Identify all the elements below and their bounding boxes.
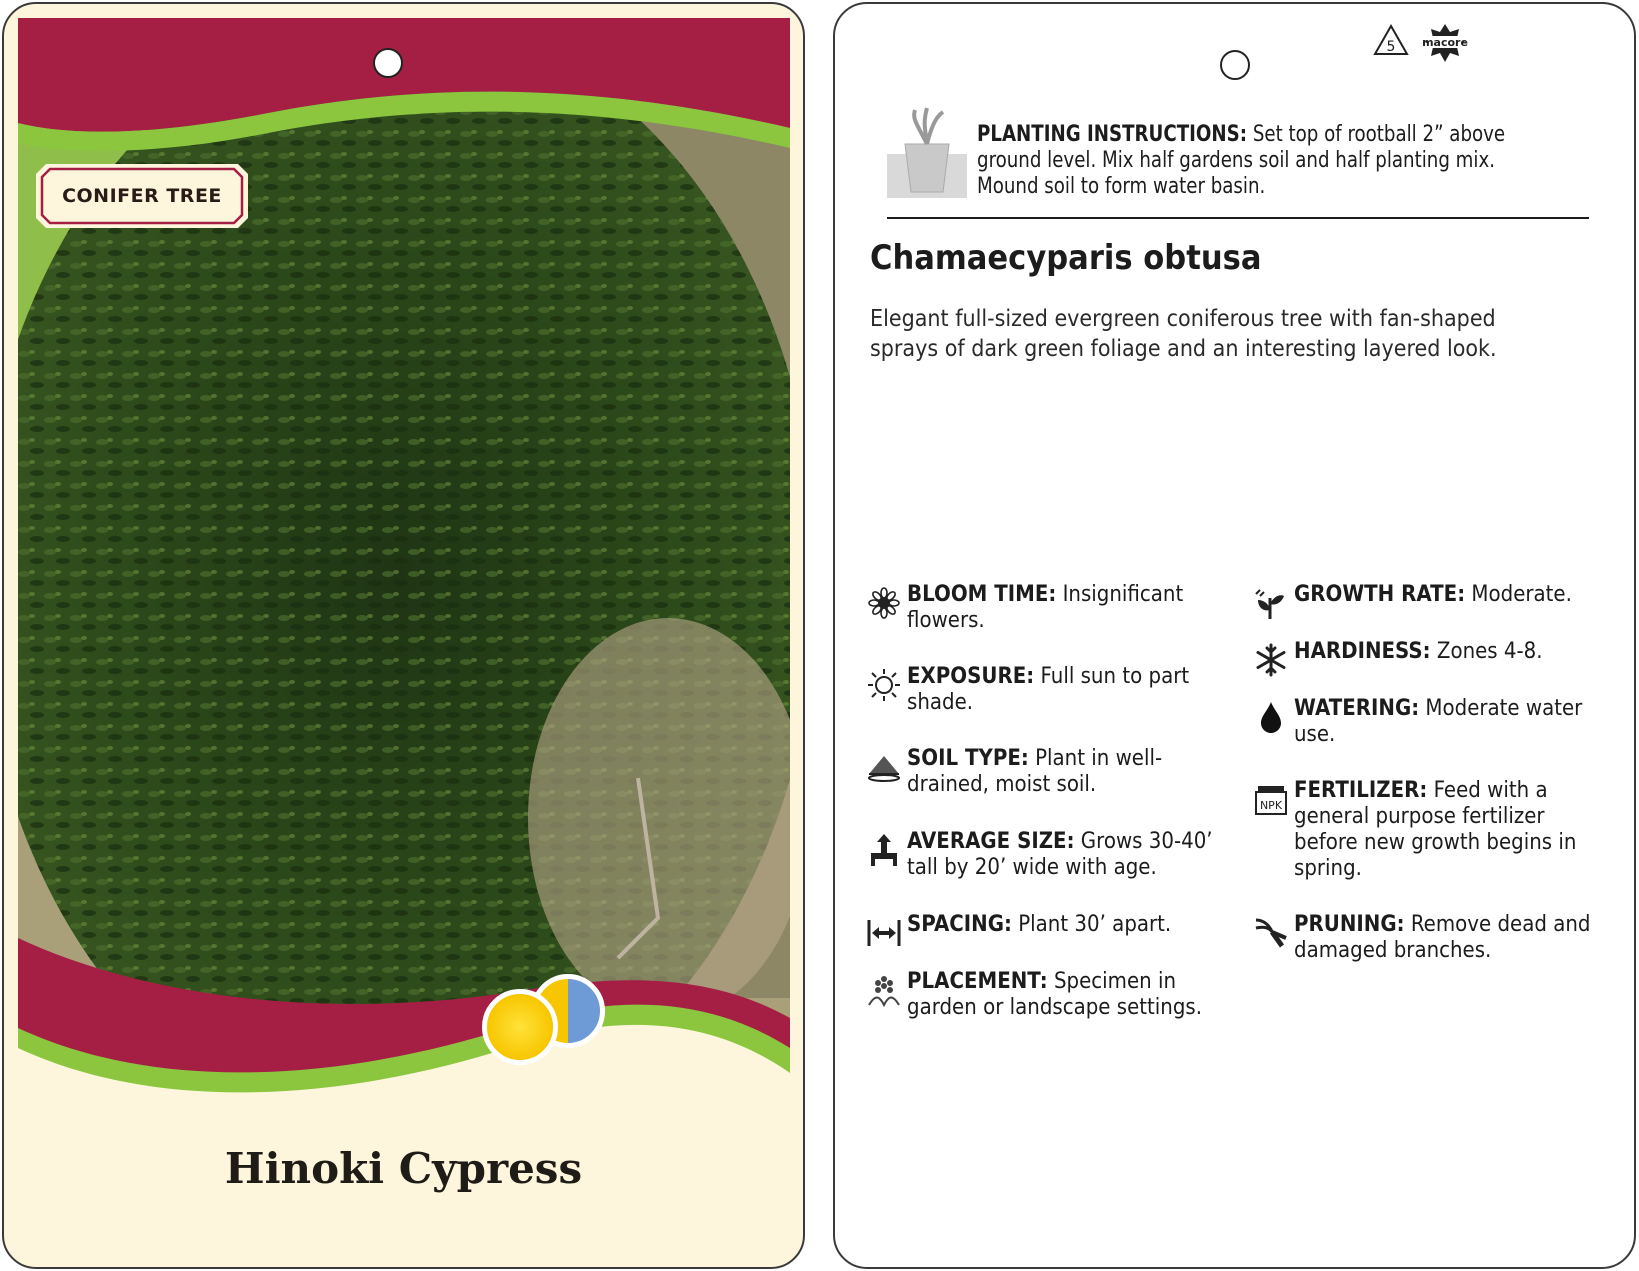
watering-label: WATERING: bbox=[1294, 696, 1420, 721]
plant-tag-back bbox=[833, 2, 1636, 1269]
description: Elegant full-sized evergreen coniferous tree with fan-shaped sprays of dark green foliage and an interesting layered look. bbox=[870, 306, 1497, 362]
size-label: AVERAGE SIZE: bbox=[907, 829, 1075, 854]
water-drop-icon bbox=[1254, 700, 1288, 734]
flower-icon bbox=[867, 586, 901, 620]
soil-icon bbox=[867, 750, 901, 784]
category-badge bbox=[36, 164, 248, 228]
brand-text: macore bbox=[1422, 36, 1468, 49]
pruning-text: Remove dead and damaged branches. bbox=[1294, 912, 1591, 963]
scientific-name: Chamaecyparis obtusa bbox=[870, 238, 1262, 278]
sun-outline-icon bbox=[867, 668, 901, 702]
pruning-label: PRUNING: bbox=[1294, 912, 1405, 937]
logos bbox=[1373, 20, 1483, 66]
snowflake-icon bbox=[1254, 643, 1288, 677]
planting-instructions bbox=[977, 122, 1520, 200]
spacing-icon bbox=[867, 916, 901, 950]
fertilizer-text: Feed with a general purpose fertilizer before new growth begins in spring. bbox=[1294, 778, 1577, 881]
spacing-label: SPACING: bbox=[907, 912, 1012, 937]
planting-text: Set top of rootball 2” above ground level. Mix half gardens soil and half planting mix. Mound soil to form water basin. bbox=[977, 122, 1506, 199]
size-text: Grows 30-40’ tall by 20’ wide with age. bbox=[907, 829, 1213, 880]
full-sun-icon bbox=[482, 989, 558, 1065]
placement-text: Specimen in garden or landscape settings. bbox=[907, 969, 1203, 1020]
growth-label: GROWTH RATE: bbox=[1294, 582, 1466, 607]
brand-logo bbox=[1422, 24, 1468, 62]
fertilizer-label: FERTILIZER: bbox=[1294, 778, 1428, 803]
bloom-text: Insignificant flowers. bbox=[907, 582, 1184, 633]
hang-hole bbox=[1220, 50, 1250, 80]
placement-label: PLACEMENT: bbox=[907, 969, 1048, 994]
planting-label: PLANTING INSTRUCTIONS: bbox=[977, 122, 1248, 147]
common-name: Hinoki Cypress bbox=[224, 1144, 583, 1193]
pot-icon bbox=[887, 104, 967, 200]
soil-label: SOIL TYPE: bbox=[907, 746, 1029, 771]
exposure-label: EXPOSURE: bbox=[907, 664, 1035, 689]
recycle-icon bbox=[1375, 26, 1407, 55]
growth-icon bbox=[1254, 586, 1288, 620]
divider bbox=[887, 217, 1589, 219]
hardiness-text: Zones 4-8. bbox=[1436, 639, 1543, 664]
npk-text: NPK bbox=[1259, 799, 1283, 812]
growth-text: Moderate. bbox=[1471, 582, 1572, 607]
category-label: CONIFER TREE bbox=[62, 185, 222, 207]
watering-text: Moderate water use. bbox=[1294, 696, 1583, 747]
soil-text: Plant in well-drained, moist soil. bbox=[907, 746, 1163, 797]
spacing-text: Plant 30’ apart. bbox=[1018, 912, 1172, 937]
bloom-label: BLOOM TIME: bbox=[907, 582, 1057, 607]
hang-hole bbox=[373, 48, 403, 78]
height-icon bbox=[867, 833, 901, 867]
placement-icon bbox=[867, 973, 901, 1007]
hardiness-label: HARDINESS: bbox=[1294, 639, 1431, 664]
recycle-number: 5 bbox=[1386, 39, 1396, 55]
pruners-icon bbox=[1254, 916, 1288, 950]
fertilizer-icon bbox=[1254, 782, 1288, 816]
plant-tag-front bbox=[2, 2, 805, 1269]
exposure-text: Full sun to part shade. bbox=[907, 664, 1190, 715]
